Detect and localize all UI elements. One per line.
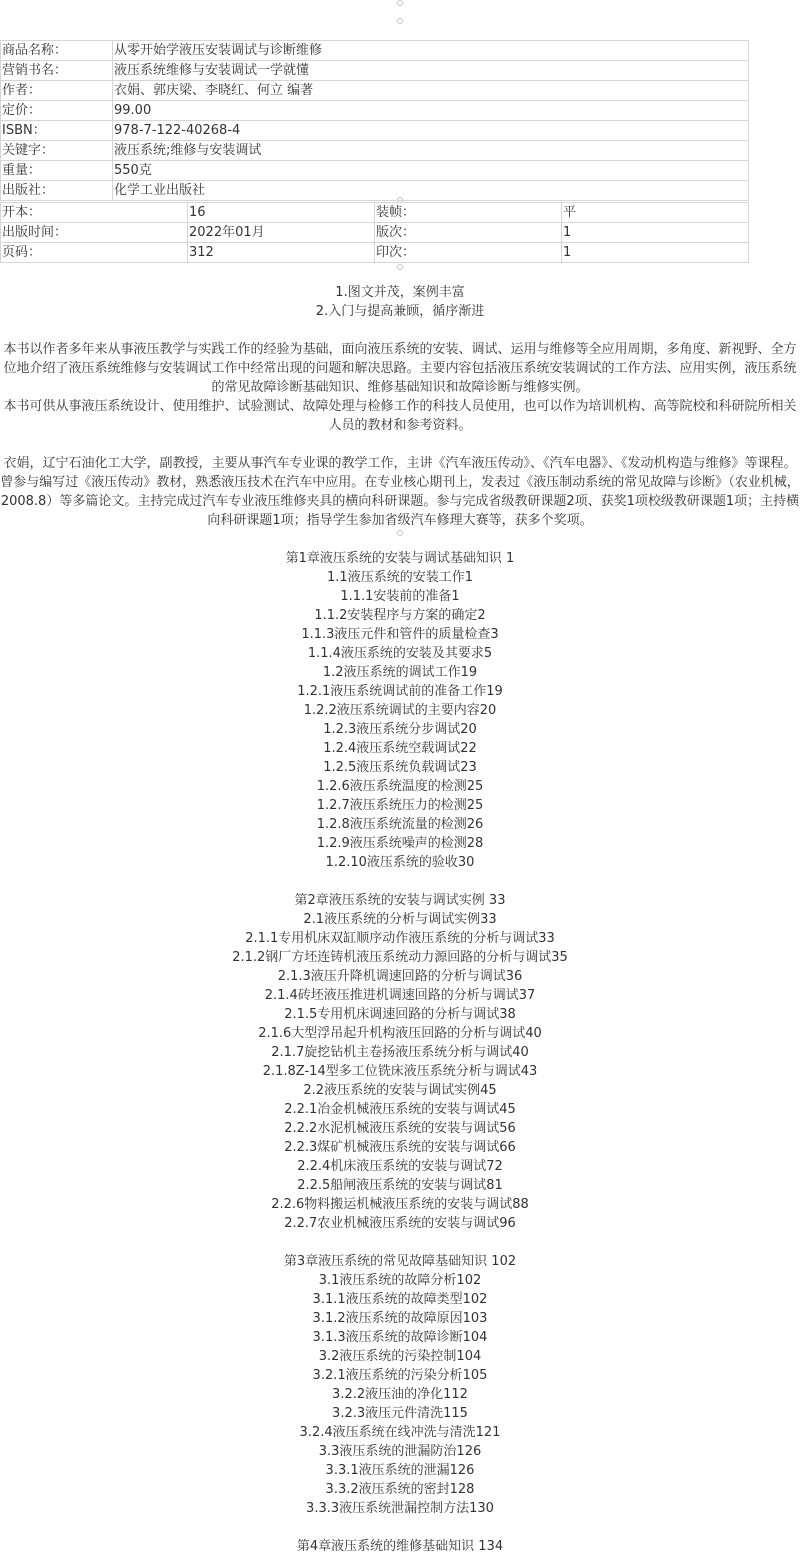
toc-entry: 2.1.7旋挖钻机主卷扬液压系统分析与调试40 (271, 1045, 529, 1060)
feature-list (0, 283, 800, 321)
separator-dot (397, 0, 403, 6)
info-row (1, 141, 749, 161)
separator-dot (397, 530, 403, 536)
info-value: 衣娟、郭庆梁、李晓红、何立 编著 (113, 81, 749, 101)
spec-label: 出版时间： (1, 223, 188, 243)
toc-entry: 2.2.7农业机械液压系统的安装与调试96 (284, 1216, 516, 1231)
toc-entry: 2.1.5专用机床调速回路的分析与调试38 (284, 1007, 516, 1022)
toc-entry: 3.1.3液压系统的故障诊断104 (312, 1330, 488, 1345)
toc-entry: 3.2.2液压油的净化112 (332, 1387, 468, 1402)
table-of-contents (0, 549, 800, 1556)
spec-value: 1 (562, 243, 749, 263)
spec-row (1, 243, 749, 263)
toc-spacer (0, 1518, 800, 1537)
toc-entry: 1.1.2安装程序与方案的确定2 (314, 608, 486, 623)
toc-entry: 2.1液压系统的分析与调试实例33 (303, 912, 497, 927)
info-label: 关键字： (1, 141, 113, 161)
info-label: 定价： (1, 101, 113, 121)
toc-entry: 2.1.2钢厂方坯连铸机液压系统动力源回路的分析与调试35 (232, 950, 568, 965)
toc-entry: 3.2.4液压系统在线冲洗与清洗121 (299, 1425, 501, 1440)
toc-entry: 3.2.1液压系统的污染分析105 (312, 1368, 488, 1383)
toc-entry: 2.1.6大型浮吊起升机构液压回路的分析与调试40 (258, 1026, 542, 1041)
toc-entry: 1.2.7液压系统压力的检测25 (316, 798, 484, 813)
toc-entry: 1.2.4液压系统空载调试22 (323, 741, 477, 756)
toc-entry: 3.1.2液压系统的故障原因103 (312, 1311, 488, 1326)
book-description (0, 340, 800, 435)
toc-entry: 1.1.1安装前的准备1 (340, 589, 460, 604)
toc-entry: 1.2.1液压系统调试前的准备工作19 (297, 684, 503, 699)
spec-value: 16 (188, 203, 375, 223)
info-label: ISBN： (1, 121, 113, 141)
toc-entry: 3.2液压系统的污染控制104 (318, 1349, 482, 1364)
toc-chapter: 第2章液压系统的安装与调试实例 33 (294, 893, 506, 908)
toc-entry: 1.2.3液压系统分步调试20 (323, 722, 477, 737)
toc-entry: 1.1液压系统的安装工作1 (327, 570, 473, 585)
toc-entry: 3.3.2液压系统的密封128 (325, 1482, 475, 1497)
toc-entry: 2.2.2水泥机械液压系统的安装与调试56 (284, 1121, 516, 1136)
toc-entry: 1.2.5液压系统负载调试23 (323, 760, 477, 775)
toc-entry: 3.3.1液压系统的泄漏126 (325, 1463, 475, 1478)
info-row (1, 161, 749, 181)
info-value: 从零开始学液压安装调试与诊断维修 (113, 41, 749, 61)
toc-entry: 1.2.8液压系统流量的检测26 (316, 817, 484, 832)
separator-dot (397, 264, 403, 270)
feature-item: 2.入门与提高兼顾，循序渐进 (315, 304, 485, 319)
info-label: 营销书名： (1, 61, 113, 81)
description-paragraph: 本书以作者多年来从事液压教学与实践工作的经验为基础，面向液压系统的安装、调试、运用与维修等全应用周期，多角度、新视野、全方位地介绍了液压系统维修与安装调试工作中经常出现的问题和解决思路。主要内容包括液压系统安装调试的工作方法、应用实例，液压系统的常见故障诊断基础知识、维修基础知识和故障诊断与维修实例。 (3, 342, 797, 395)
spec-label: 装帧： (375, 203, 562, 223)
spec-value: 1 (562, 223, 749, 243)
toc-entry: 2.1.8Z-14型多工位铣床液压系统分析与调试43 (262, 1064, 538, 1079)
spec-value: 平 (562, 203, 749, 223)
spec-row (1, 203, 749, 223)
info-value: 液压系统维修与安装调试一学就懂 (113, 61, 749, 81)
spec-value: 312 (188, 243, 375, 263)
toc-spacer (0, 872, 800, 891)
feature-item: 1.图文并茂，案例丰富 (335, 285, 465, 300)
toc-entry: 2.1.4砖坯液压推进机调速回路的分析与调试37 (264, 988, 536, 1003)
toc-chapter: 第1章液压系统的安装与调试基础知识 1 (285, 551, 515, 566)
info-row (1, 81, 749, 101)
info-value: 化学工业出版社 (113, 181, 749, 201)
spec-label: 开本： (1, 203, 188, 223)
toc-chapter: 第3章液压系统的常见故障基础知识 102 (283, 1254, 517, 1269)
info-value: 978-7-122-40268-4 (113, 121, 749, 141)
toc-entry: 3.3.3液压系统泄漏控制方法130 (306, 1501, 494, 1516)
toc-entry: 2.1.1专用机床双缸顺序动作液压系统的分析与调试33 (245, 931, 555, 946)
spec-label: 版次： (375, 223, 562, 243)
info-row (1, 181, 749, 201)
info-row (1, 61, 749, 81)
product-info-table (0, 40, 749, 201)
toc-entry: 1.2.6液压系统温度的检测25 (316, 779, 484, 794)
toc-entry: 3.1.1液压系统的故障类型102 (312, 1292, 488, 1307)
spec-row (1, 223, 749, 243)
info-label: 商品名称： (1, 41, 113, 61)
info-label: 作者： (1, 81, 113, 101)
toc-entry: 2.2.3煤矿机械液压系统的安装与调试66 (284, 1140, 516, 1155)
info-row (1, 41, 749, 61)
info-row (1, 121, 749, 141)
author-bio-text: 衣娟，辽宁石油化工大学，副教授，主要从事汽车专业课的教学工作，主讲《汽车液压传动》、《汽车电器》、《发动机构造与维修》等课程。曾参与编写过《液压传动》教材，熟悉液压技术在汽车中应用。在专业核心期刊上，发表过《液压制动系统的常见故障与诊断》（农业机械，2008.8）等多篇论文。主持完成过汽车专业液压维修夹具的横向科研课题。参与完成省级教研课题2项、获奖1项校级教研课题1项；主持横向科研课题1项；指导学生参加省级汽车修理大赛等，获多个奖项。 (0, 456, 800, 528)
toc-spacer (0, 1233, 800, 1252)
info-value: 液压系统;维修与安装调试 (113, 141, 749, 161)
spec-value: 2022年01月 (188, 223, 375, 243)
toc-entry: 3.2.3液压元件清洗115 (332, 1406, 468, 1421)
toc-entry: 1.1.4液压系统的安装及其要求5 (307, 646, 493, 661)
publication-spec-table (0, 202, 749, 263)
toc-entry: 3.1液压系统的故障分析102 (318, 1273, 482, 1288)
info-row (1, 101, 749, 121)
toc-entry: 1.2液压系统的调试工作19 (322, 665, 478, 680)
toc-entry: 1.1.3液压元件和管件的质量检查3 (301, 627, 499, 642)
toc-entry: 2.2.6物料搬运机械液压系统的安装与调试88 (271, 1197, 529, 1212)
toc-entry: 1.2.10液压系统的验收30 (325, 855, 475, 870)
info-value: 550克 (113, 161, 749, 181)
toc-entry: 2.1.3液压升降机调速回路的分析与调试36 (277, 969, 523, 984)
separator-dot (397, 18, 403, 24)
spec-label: 页码： (1, 243, 188, 263)
toc-entry: 2.2.4机床液压系统的安装与调试72 (297, 1159, 503, 1174)
toc-chapter: 第4章液压系统的维修基础知识 134 (296, 1539, 504, 1554)
description-paragraph: 本书可供从事液压系统设计、使用维护、试验测试、故障处理与检修工作的科技人员使用，也可以作为培训机构、高等院校和科研院所相关人员的教材和参考资料。 (3, 399, 797, 433)
toc-entry: 2.2.5船闸液压系统的安装与调试81 (297, 1178, 503, 1193)
info-label: 出版社： (1, 181, 113, 201)
toc-entry: 2.2液压系统的安装与调试实例45 (303, 1083, 497, 1098)
toc-entry: 1.2.9液压系统噪声的检测28 (316, 836, 484, 851)
info-label: 重量： (1, 161, 113, 181)
toc-entry: 1.2.2液压系统调试的主要内容20 (303, 703, 497, 718)
info-value: 99.00 (113, 101, 749, 121)
toc-entry: 2.2.1冶金机械液压系统的安装与调试45 (284, 1102, 516, 1117)
author-bio (0, 454, 800, 530)
toc-entry: 3.3液压系统的泄漏防治126 (318, 1444, 482, 1459)
spec-label: 印次： (375, 243, 562, 263)
